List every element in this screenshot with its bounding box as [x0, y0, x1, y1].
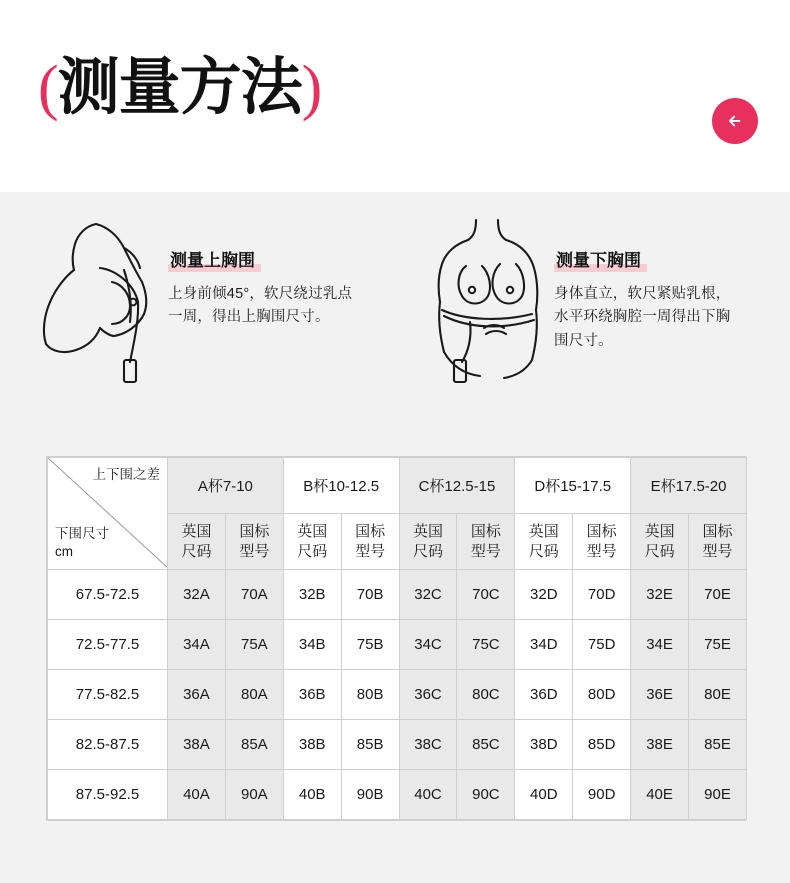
size-cell: 90A: [225, 770, 283, 820]
size-cell: 90B: [341, 770, 399, 820]
title-text: 测量方法: [57, 50, 302, 123]
size-cell: 36E: [631, 670, 689, 720]
size-cell: 75C: [457, 620, 515, 670]
table-corner-cell: [48, 458, 168, 570]
cup-header-2: B杯10-12.5: [283, 458, 399, 514]
torso-upright-measure-underbust-illustration: [424, 210, 554, 400]
title-paren-open: (: [38, 54, 58, 122]
size-cell: 70E: [689, 570, 747, 620]
size-cell: 40C: [399, 770, 457, 820]
size-cell: 85B: [341, 720, 399, 770]
size-cell: 75A: [225, 620, 283, 670]
row-underbust-range: 67.5-72.5: [48, 570, 168, 620]
cup-header-3: C杯12.5-15: [399, 458, 515, 514]
corner-top-label: 上下围之差: [92, 467, 160, 482]
size-cell: 32E: [631, 570, 689, 620]
size-cell: 70D: [573, 570, 631, 620]
cup-header-5: E杯17.5-20: [631, 458, 747, 514]
size-cell: 75E: [689, 620, 747, 670]
page-title: [38, 50, 322, 123]
size-cell: 85D: [573, 720, 631, 770]
size-cell: 85E: [689, 720, 747, 770]
size-cell: 85C: [457, 720, 515, 770]
unit-header-5: 英国 尺码: [399, 514, 457, 570]
unit-header-2: 国标 型号: [225, 514, 283, 570]
size-cell: 34E: [631, 620, 689, 670]
size-cell: 40D: [515, 770, 573, 820]
size-cell: 70C: [457, 570, 515, 620]
size-cell: 38A: [168, 720, 226, 770]
size-cell: 36B: [283, 670, 341, 720]
table-row: [48, 670, 747, 720]
size-cell: 80C: [457, 670, 515, 720]
size-cell: 32D: [515, 570, 573, 620]
panel-upper-bust: [38, 210, 358, 400]
size-cell: 38C: [399, 720, 457, 770]
panel-upper-bust-description: 上身前倾45°，软尺绕过乳点一周，得出上胸围尺寸。: [168, 286, 353, 326]
row-underbust-range: 72.5-77.5: [48, 620, 168, 670]
size-cell: 90E: [689, 770, 747, 820]
table-row: [48, 570, 747, 620]
unit-header-8: 国标 型号: [573, 514, 631, 570]
size-cell: 38E: [631, 720, 689, 770]
size-cell: 32C: [399, 570, 457, 620]
size-cell: 75B: [341, 620, 399, 670]
size-chart: [46, 456, 746, 821]
size-cell: 36D: [515, 670, 573, 720]
size-cell: 34D: [515, 620, 573, 670]
size-cell: 80A: [225, 670, 283, 720]
size-cell: 80D: [573, 670, 631, 720]
cup-header-1: A杯7-10: [168, 458, 284, 514]
size-cell: 90C: [457, 770, 515, 820]
panel-under-bust: [424, 210, 744, 400]
unit-header-7: 英国 尺码: [515, 514, 573, 570]
unit-header-6: 国标 型号: [457, 514, 515, 570]
size-cell: 75D: [573, 620, 631, 670]
arrow-left-icon: [724, 110, 746, 132]
panel-under-bust-description: 身体直立，软尺紧贴乳根，水平环绕胸腔一周得出下胸围尺寸。: [554, 286, 731, 349]
size-cell: 34C: [399, 620, 457, 670]
size-cell: 40B: [283, 770, 341, 820]
size-cell: 36A: [168, 670, 226, 720]
size-cell: 38D: [515, 720, 573, 770]
row-underbust-range: 87.5-92.5: [48, 770, 168, 820]
page-header: [0, 0, 790, 192]
measure-illustrations: [0, 192, 790, 424]
row-underbust-range: 77.5-82.5: [48, 670, 168, 720]
size-cell: 85A: [225, 720, 283, 770]
size-cell: 40A: [168, 770, 226, 820]
unit-header-1: 英国 尺码: [168, 514, 226, 570]
cup-header-4: D杯15-17.5: [515, 458, 631, 514]
unit-header-9: 英国 尺码: [631, 514, 689, 570]
unit-header-10: 国标 型号: [689, 514, 747, 570]
size-cell: 70A: [225, 570, 283, 620]
size-cell: 34A: [168, 620, 226, 670]
row-underbust-range: 82.5-87.5: [48, 720, 168, 770]
size-cell: 32A: [168, 570, 226, 620]
table-row: [48, 770, 747, 820]
table-row: [48, 620, 747, 670]
panel-under-bust-text: [554, 210, 744, 353]
size-cell: 36C: [399, 670, 457, 720]
title-paren-close: ): [301, 54, 322, 122]
torso-leaning-measure-bust-illustration: [38, 210, 168, 400]
table-header-row-cups: [48, 458, 747, 514]
size-table: [47, 457, 747, 820]
size-cell: 40E: [631, 770, 689, 820]
table-row: [48, 720, 747, 770]
size-cell: 80B: [341, 670, 399, 720]
unit-header-4: 国标 型号: [341, 514, 399, 570]
size-cell: 38B: [283, 720, 341, 770]
panel-upper-bust-text: [168, 210, 358, 330]
size-cell: 32B: [283, 570, 341, 620]
size-cell: 70B: [341, 570, 399, 620]
panel-under-bust-heading: 测量下胸围: [554, 252, 643, 269]
size-cell: 80E: [689, 670, 747, 720]
size-cell: 90D: [573, 770, 631, 820]
corner-bottom-label: 下围尺寸cm: [55, 525, 109, 559]
panel-upper-bust-heading: 测量上胸围: [168, 252, 257, 269]
back-button[interactable]: [712, 98, 758, 144]
unit-header-3: 英国 尺码: [283, 514, 341, 570]
size-cell: 34B: [283, 620, 341, 670]
